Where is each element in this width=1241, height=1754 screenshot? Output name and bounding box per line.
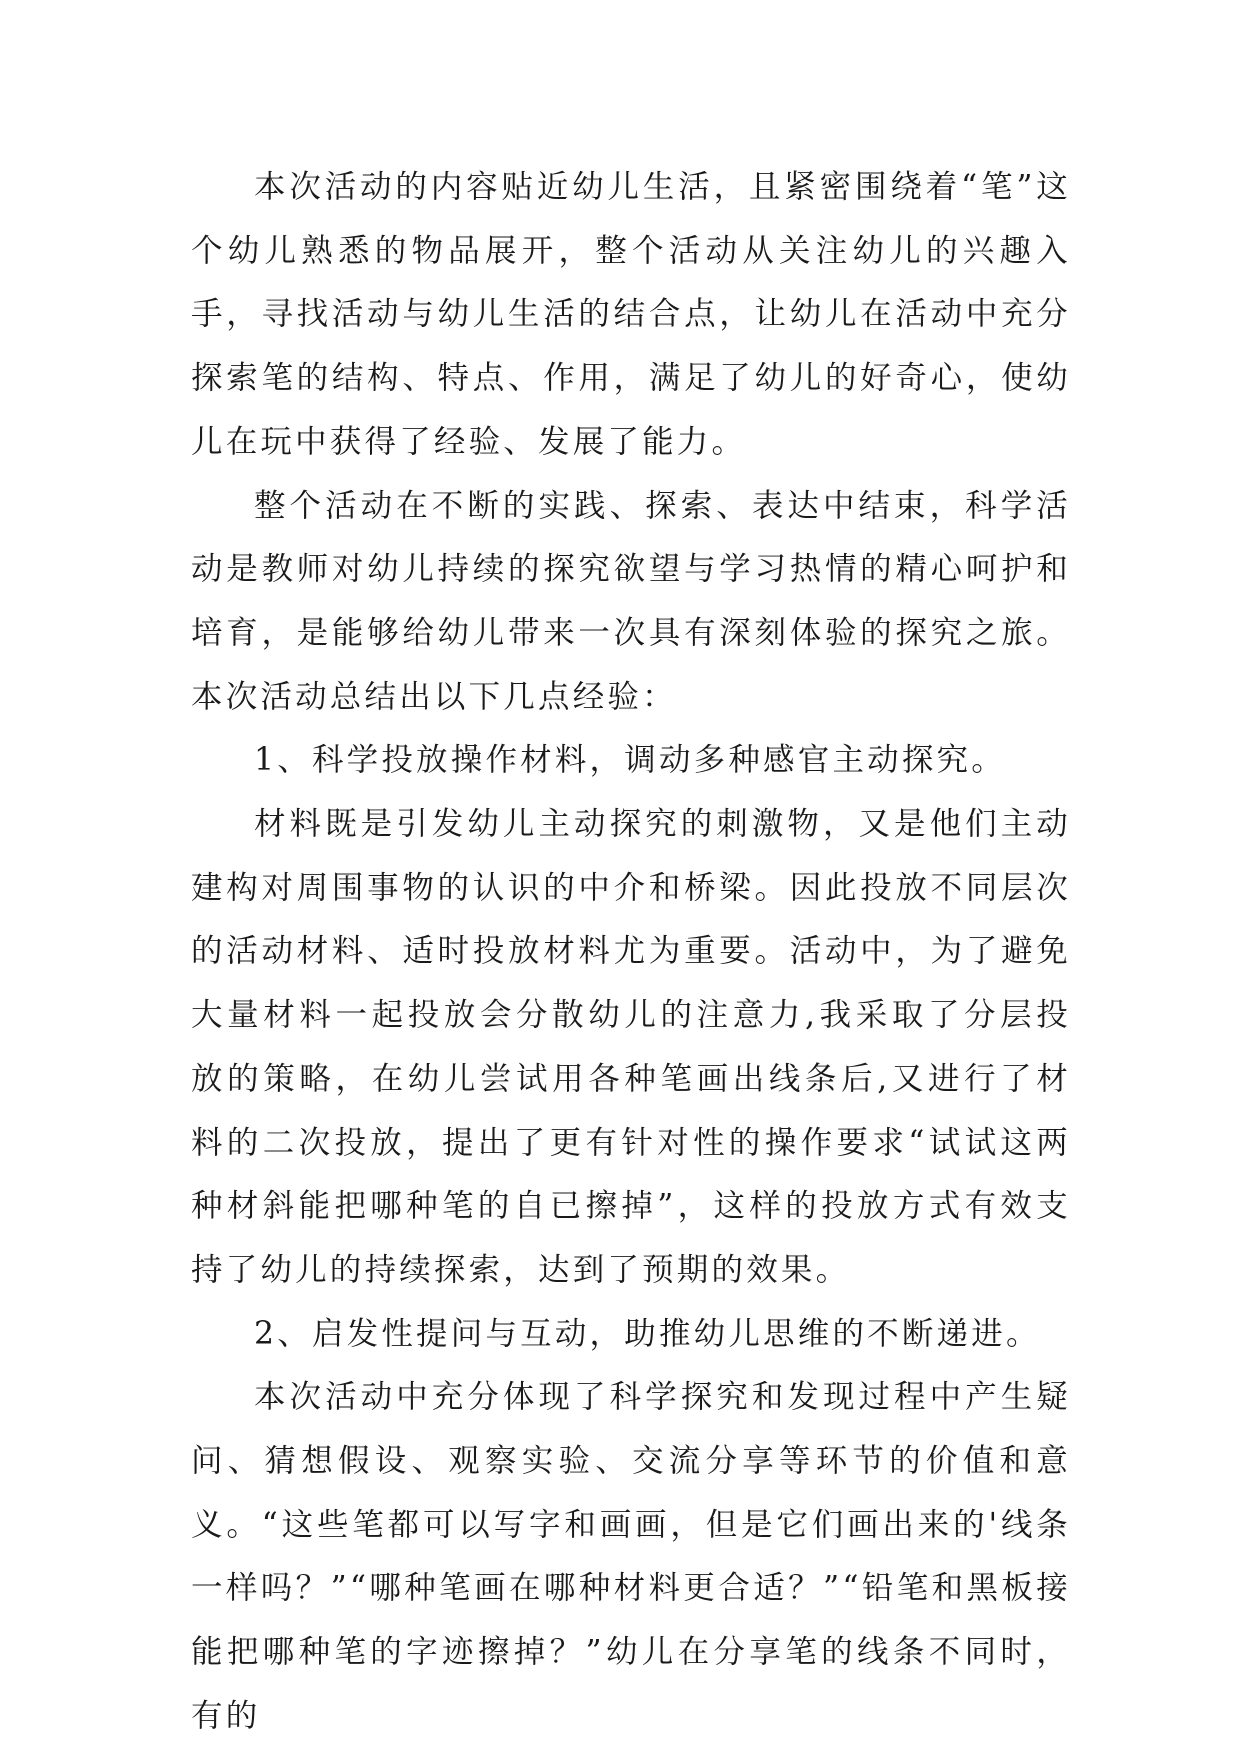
section-heading-1: 1、科学投放操作材料，调动多种感官主动探究。 xyxy=(254,742,1006,779)
paragraph-4: 本次活动中充分体现了科学探究和发现过程中产生疑问、猜想假设、观察实验、交流分享等环节的价值和意义。“这些笔都可以写字和画画，但是它们画出来的'线条一样吗？”“哪种笔画在哪种材料更合适？”“铅笔和黑板接能把哪种笔的字迹擦掉？”幼儿在分享笔的线条不同时，有的 xyxy=(191,1379,1071,1734)
paragraph-1: 本次活动的内容贴近幼儿生活，且紧密围绕着“笔”这个幼儿熟悉的物品展开，整个活动从关注幼儿的兴趣入手，寻找活动与幼儿生活的结合点，让幼儿在活动中充分探索笔的结构、特点、作用，满足了幼儿的好奇心，使幼儿在玩中获得了经验、发展了能力。 xyxy=(191,169,1071,460)
document-body xyxy=(191,156,1071,1749)
paragraph-3: 材料既是引发幼儿主动探究的刺激物，又是他们主动建构对周围事物的认识的中介和桥梁。因此投放不同层次的活动材料、适时投放材料尤为重要。活动中，为了避免大量材料一起投放会分散幼儿的注意力,我采取了分层投放的策略，在幼儿尝试用各种笔画出线条后,又进行了材料的二次投放，提出了更有针对性的操作要求“试试这两种材斜能把哪种笔的自已擦掉”，这样的投放方式有效支持了幼儿的持续探索，达到了预期的效果。 xyxy=(191,806,1071,1288)
paragraph-2: 整个活动在不断的实践、探索、表达中结束，科学活动是教师对幼儿持续的探究欲望与学习热情的精心呵护和培育，是能够给幼儿带来一次具有深刻体验的探究之旅。本次活动总结出以下几点经验： xyxy=(191,487,1071,715)
section-heading-2: 2、启发性提问与互动，助推幼儿思维的不断递进。 xyxy=(254,1315,1041,1352)
